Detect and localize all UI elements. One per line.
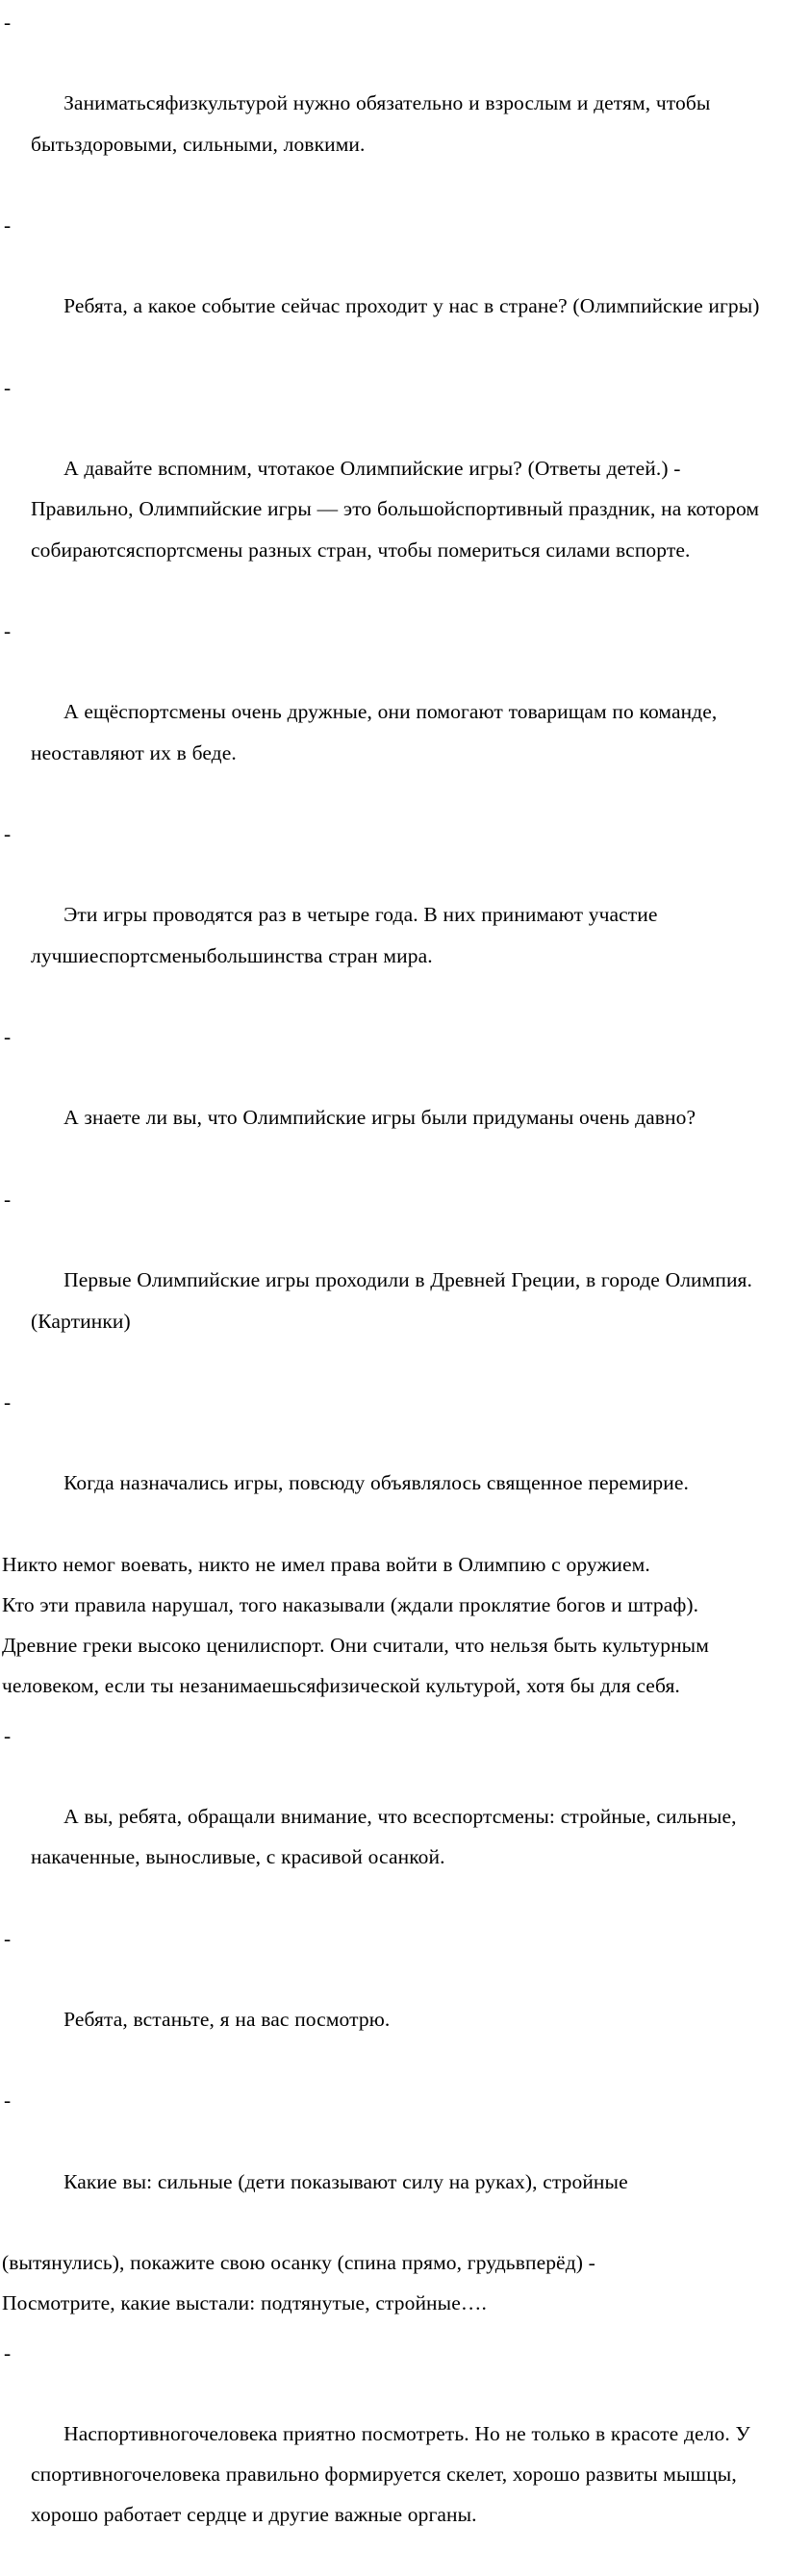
list-item — [2, 2080, 777, 2242]
paragraph: Никто немог воевать, никто не имел права войти в Олимпию с оружием. — [2, 1552, 650, 1576]
list-item-text: Ребята, встаньте, я на вас посмотрю. — [63, 2007, 391, 2031]
list-item — [2, 367, 777, 611]
list-marker: - — [4, 1926, 12, 1950]
list-item-text: Первые Олимпийские игры проходили в Древней Греции, в городе Олимпия. (Картинки) — [31, 1268, 758, 1333]
list-marker: - — [4, 1187, 12, 1211]
list-item-text: Какие вы: сильные (дети показывают силу на руках), стройные — [63, 2169, 628, 2193]
list-item-text: Ребята, а какое событие сейчас проходит у нас в стране? (Олимпийские игры) — [63, 294, 760, 318]
list-marker: - — [4, 619, 12, 643]
list-item-text: Эти игры проводятся раз в четыре года. В них принимают участие лучшиеспортсменыбольшинства стран мира. — [31, 903, 664, 967]
list-item — [2, 2, 777, 205]
list-item — [2, 1715, 777, 1918]
list-item — [2, 1179, 777, 1382]
list-item-text: Наспортивногочеловека приятно посмотреть. Но не только в красоте дело. У спортивногочеловека правильно формируется скелет, хорошо развиты мышцы, хорошо работает сердце и другие важные органы. — [31, 2421, 756, 2527]
list-item-text: А знаете ли вы, что Олимпийские игры были придуманы очень давно? — [63, 1106, 696, 1130]
list-marker: - — [4, 213, 12, 238]
list-item-text: А давайте вспомним, чтотакое Олимпийские игры? (Ответы детей.) - Правильно, Олимпийские игры — это большойспортивный праздник, на котором собираютсяспортсмены разных стран, чтобы помериться силами вспорте. — [31, 457, 765, 562]
list-marker: - — [4, 11, 12, 34]
list-marker: - — [4, 2340, 12, 2364]
list-item-text: А ещёспортсмены очень дружные, они помогают товарищам по команде, неоставляют их в беде. — [31, 700, 723, 764]
paragraph: (вытянулись), покажите свою осанку (спина прямо, грудьвперёд) - — [2, 2251, 595, 2275]
list-marker: - — [4, 2088, 12, 2113]
list-item — [2, 2333, 777, 2576]
list-item — [2, 1016, 777, 1179]
paragraph: Посмотрите, какие выстали: подтянутые, стройные…. — [2, 2291, 487, 2315]
list-item-text: А вы, ребята, обращали внимание, что всеспортсмены: стройные, сильные, накаченные, выносливые, с красивой осанкой. — [31, 1804, 743, 1869]
list-item — [2, 611, 777, 813]
list-marker: - — [4, 1025, 12, 1049]
list-item-text: Когда назначались игры, повсюду объявлялось священное перемирие. — [63, 1471, 689, 1495]
list-marker: - — [4, 1723, 12, 1747]
list-marker: - — [4, 822, 12, 846]
list-marker: - — [4, 375, 12, 399]
paragraph: Кто эти правила нарушал, того наказывали (ждали проклятие богов и штраф). — [2, 1592, 699, 1616]
paragraph: Древние греки высоко ценилиспорт. Они считали, что нельзя быть культурным человеком, если ты незанимаешьсяфизической культурой, хотя бы для себя. — [2, 1634, 715, 1698]
list-item — [2, 205, 777, 367]
list-item-text: Заниматьсяфизкультурой нужно обязательно и взрослым и детям, чтобы бытьздоровыми, сильными, ловкими. — [31, 91, 717, 156]
list-item — [2, 1918, 777, 2081]
list-marker: - — [4, 1389, 12, 1413]
list-item — [2, 813, 777, 1016]
list-item — [2, 1382, 777, 1544]
